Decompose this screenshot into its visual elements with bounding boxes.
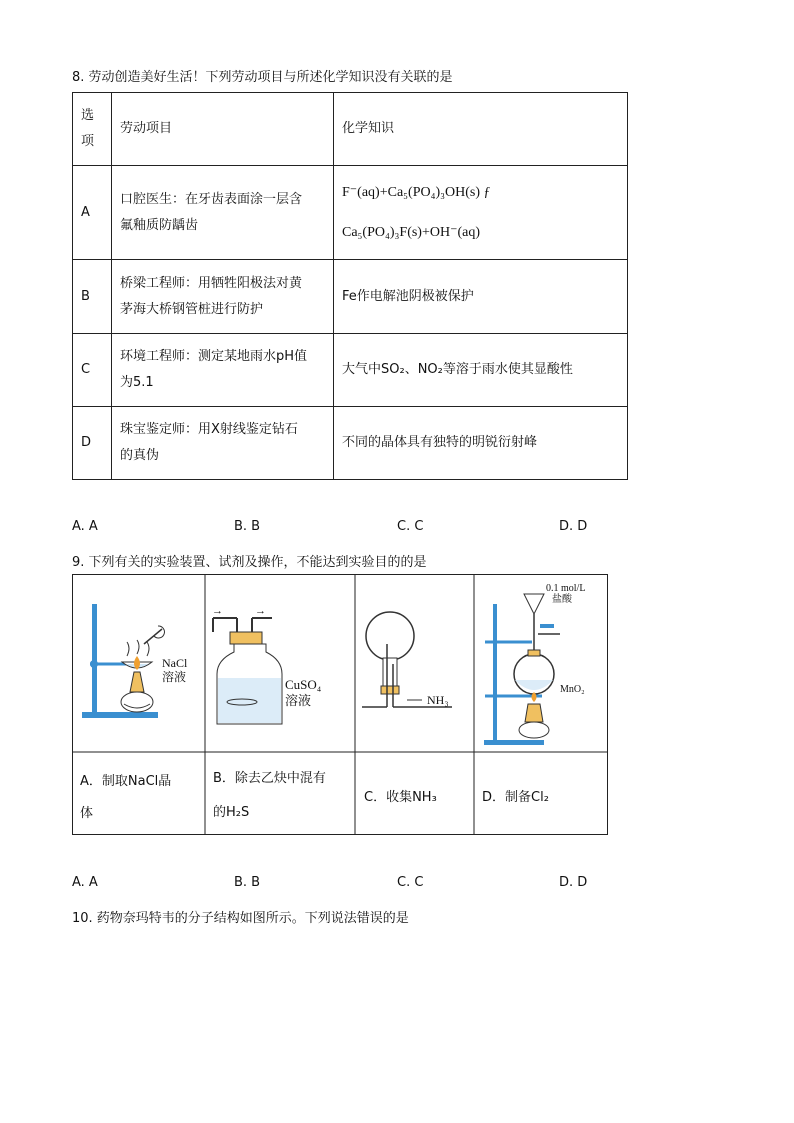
project-line: 氟釉质防龋齿	[120, 217, 199, 233]
row-letter: A	[73, 166, 112, 260]
option-c[interactable]: C. C	[397, 519, 424, 534]
option-a[interactable]: A. A	[72, 519, 98, 534]
arrow-in: →	[212, 605, 223, 617]
header-option	[73, 93, 112, 166]
question-10-stem: 10. 药物奈玛特韦的分子结构如图所示。下列说法错误的是	[72, 911, 409, 926]
project-line: 茅海大桥钢管桩进行防护	[120, 301, 264, 317]
header-option-line2: 项	[81, 134, 95, 149]
d-solid-label: MnO₂	[560, 684, 585, 695]
project-line: 口腔医生：在牙齿表面涂一层含	[120, 191, 303, 207]
option-b[interactable]: B. B	[234, 519, 261, 534]
caption-a-line1: A．制取NaCl晶	[80, 774, 172, 789]
arrow-out: →	[255, 605, 266, 617]
header-option-line1: 选	[81, 108, 95, 123]
table-row	[73, 260, 628, 334]
row-knowledge: 不同的晶体具有独特的明锐衍射峰	[334, 407, 628, 480]
caption-b-line1: B．除去乙炔中混有	[213, 771, 326, 786]
project-line: 为5.1	[120, 375, 154, 390]
table-row	[73, 407, 628, 480]
question-9-stem: 9. 下列有关的实验装置、试剂及操作，不能达到实验目的的是	[72, 555, 427, 570]
d-acid-label: 盐酸	[552, 594, 572, 605]
option-a[interactable]: A. A	[72, 875, 98, 890]
a-reagent-label2: 溶液	[162, 670, 187, 684]
row-project	[112, 166, 334, 260]
question-8-stem: 8. 劳动创造美好生活！下列劳动项目与所述化学知识没有关联的是	[72, 70, 453, 85]
row-letter: D	[73, 407, 112, 480]
b-reagent-label: CuSO₄	[285, 677, 322, 692]
project-line: 桥梁工程师：用牺牲阳极法对黄	[120, 275, 303, 291]
header-project: 劳动项目	[112, 93, 334, 166]
row-knowledge	[334, 166, 628, 260]
project-line: 环境工程师：测定某地雨水pH值	[120, 349, 308, 364]
row-letter: B	[73, 260, 112, 334]
d-conc-label: 0.1 mol/L	[546, 583, 586, 594]
row-letter: C	[73, 334, 112, 407]
caption-a	[80, 766, 171, 830]
row-project	[112, 260, 334, 334]
b-reagent-label2: 溶液	[285, 693, 312, 708]
c-gas-label: NH₃	[427, 693, 449, 707]
caption-c: C．收集NH₃	[364, 790, 437, 805]
row-knowledge: 大气中SO₂、NO₂等溶于雨水使其显酸性	[334, 334, 628, 407]
option-d[interactable]: D. D	[559, 519, 588, 534]
option-c[interactable]: C. C	[397, 875, 424, 890]
apparatus-b-wash-bottle	[212, 605, 322, 724]
apparatus-a-evaporation	[82, 604, 188, 718]
project-line: 的真伪	[120, 448, 160, 463]
formula-line: F⁻(aq)+Ca₅(PO₄)₃OH(s) ƒ	[342, 184, 491, 200]
question-8-table	[72, 92, 628, 480]
header-knowledge: 化学知识	[334, 93, 628, 166]
question-9-figure-table	[72, 574, 608, 835]
apparatus-d-generator	[484, 583, 585, 745]
row-knowledge: Fe作电解池阴极被保护	[334, 260, 628, 334]
a-reagent-label: NaCl	[162, 656, 188, 670]
project-line: 珠宝鉴定师：用X射线鉴定钻石	[120, 422, 298, 437]
option-d[interactable]: D. D	[559, 875, 588, 890]
option-b[interactable]: B. B	[234, 875, 261, 890]
caption-b	[213, 762, 326, 830]
caption-d: D．制备Cl₂	[482, 790, 549, 805]
caption-a-line2: 体	[80, 806, 94, 821]
table-row	[73, 334, 628, 407]
apparatus-c-collect	[362, 612, 452, 707]
formula-line: Ca₅(PO₄)₃F(s)+OH⁻(aq)	[342, 224, 481, 240]
caption-b-line2: 的H₂S	[213, 805, 250, 820]
table-row	[73, 166, 628, 260]
table-header-row	[73, 93, 628, 166]
row-project	[112, 407, 334, 480]
row-project	[112, 334, 334, 407]
